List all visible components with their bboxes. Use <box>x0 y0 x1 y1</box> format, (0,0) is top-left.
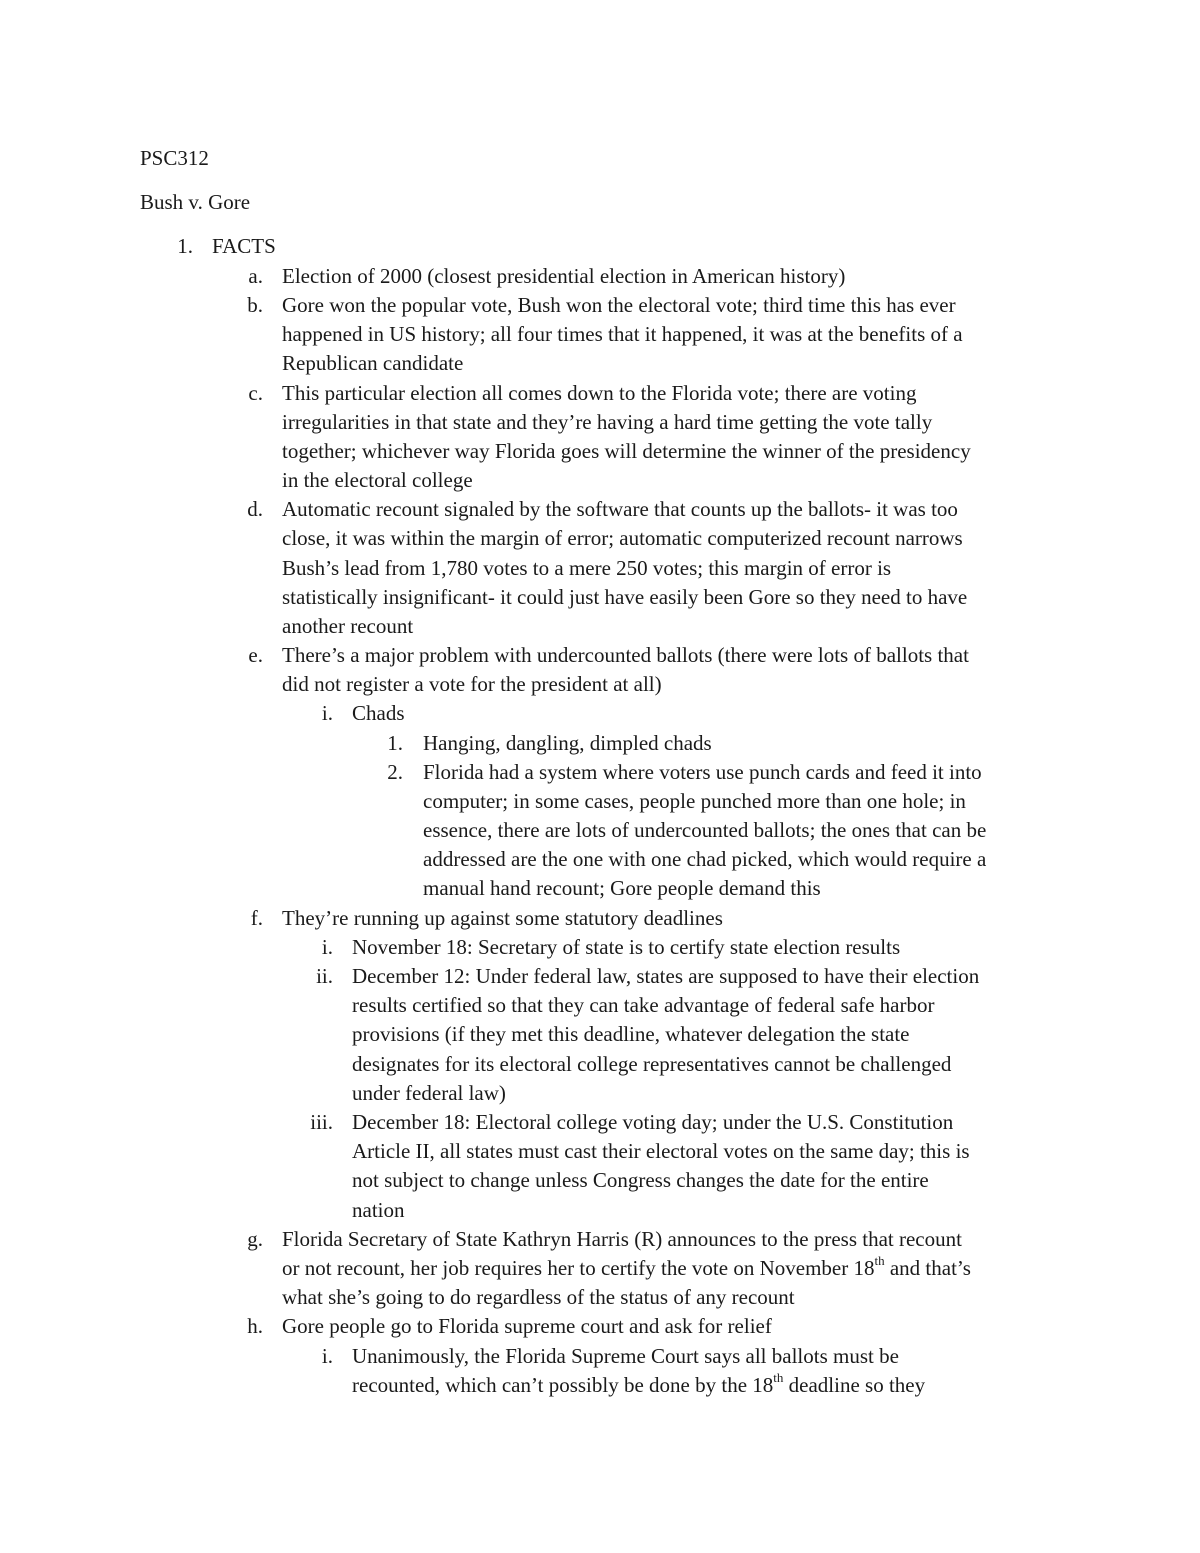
list-item-text: essence, there are lots of undercounted ballots; the ones that can be <box>423 818 987 842</box>
list-marker: 1. <box>387 731 403 755</box>
list-item-text: under federal law) <box>352 1081 506 1105</box>
section-heading: FACTS <box>212 234 276 258</box>
list-item-text <box>352 1370 926 1399</box>
list-item-text: provisions (if they met this deadline, whatever delegation the state <box>352 1022 910 1046</box>
list-marker: e. <box>248 643 263 667</box>
list-item-text: This particular election all comes down to the Florida vote; there are voting <box>282 381 917 405</box>
list-item-text: Hanging, dangling, dimpled chads <box>423 731 712 755</box>
text-run: and that’s <box>884 1256 971 1280</box>
text-run: or not recount, her job requires her to certify the vote on November 18 <box>282 1256 875 1280</box>
list-marker: i. <box>321 935 333 959</box>
list-item-text: Unanimously, the Florida Supreme Court says all ballots must be <box>352 1344 899 1368</box>
list-marker: i. <box>321 1344 333 1368</box>
list-item-text: another recount <box>282 614 414 638</box>
list-marker: i. <box>321 701 333 725</box>
text-run: recounted, which can’t possibly be done by the 18 <box>352 1373 774 1397</box>
section-number: 1. <box>177 234 193 258</box>
list-item-text <box>282 1253 971 1282</box>
list-marker: f. <box>250 906 263 930</box>
list-marker: b. <box>247 293 263 317</box>
list-item-text: Gore won the popular vote, Bush won the electoral vote; third time this has ever <box>282 293 956 317</box>
list-item-text: designates for its electoral college representatives cannot be challenged <box>352 1052 952 1076</box>
list-item-text: There’s a major problem with undercounted ballots (there were lots of ballots that <box>282 643 969 667</box>
list-item-text: close, it was within the margin of error; automatic computerized recount narrows <box>282 526 963 550</box>
list-item-text: Florida Secretary of State Kathryn Harris (R) announces to the press that recount <box>282 1227 962 1251</box>
list-item-text: manual hand recount; Gore people demand this <box>423 876 821 900</box>
list-item-text: did not register a vote for the president at all) <box>282 672 662 696</box>
ordinal-suffix: th <box>874 1253 885 1268</box>
list-item-text: Republican candidate <box>282 351 464 375</box>
list-marker: h. <box>247 1314 263 1338</box>
list-item-text: Florida had a system where voters use punch cards and feed it into <box>423 760 982 784</box>
ordinal-suffix: th <box>773 1370 784 1385</box>
list-item-text: statistically insignificant- it could just have easily been Gore so they need to have <box>282 585 968 609</box>
list-item-text: what she’s going to do regardless of the status of any recount <box>282 1285 795 1309</box>
list-item-text: December 18: Electoral college voting day; under the U.S. Constitution <box>352 1110 954 1134</box>
list-marker: c. <box>248 381 263 405</box>
list-item-text: not subject to change unless Congress changes the date for the entire <box>352 1168 929 1192</box>
list-item-text: irregularities in that state and they’re having a hard time getting the vote tally <box>282 410 933 434</box>
text-run: deadline so they <box>783 1373 926 1397</box>
list-item-text: November 18: Secretary of state is to certify state election results <box>352 935 901 959</box>
list-item-text: computer; in some cases, people punched more than one hole; in <box>423 789 966 813</box>
list-marker: iii. <box>310 1110 333 1134</box>
list-marker: a. <box>248 264 263 288</box>
list-marker: 2. <box>387 760 403 784</box>
list-item-text: together; whichever way Florida goes will determine the winner of the presidency <box>282 439 971 463</box>
list-item-text: results certified so that they can take advantage of federal safe harbor <box>352 993 935 1017</box>
list-item-text: Automatic recount signaled by the software that counts up the ballots- it was too <box>282 497 958 521</box>
list-item-text: Election of 2000 (closest presidential election in American history) <box>282 264 846 288</box>
list-item-text: nation <box>352 1198 405 1222</box>
list-item-text: They’re running up against some statutory deadlines <box>282 906 723 930</box>
course-code: PSC312 <box>140 146 209 170</box>
list-marker: d. <box>247 497 263 521</box>
list-item-text: in the electoral college <box>282 468 473 492</box>
case-title: Bush v. Gore <box>140 190 251 214</box>
list-item-text: happened in US history; all four times that it happened, it was at the benefits of a <box>282 322 963 346</box>
list-item-text: Bush’s lead from 1,780 votes to a mere 250 votes; this margin of error is <box>282 556 892 580</box>
list-marker: ii. <box>316 964 333 988</box>
list-item-text: Gore people go to Florida supreme court and ask for relief <box>282 1314 772 1338</box>
list-item-text: Chads <box>352 701 405 725</box>
list-item-text: addressed are the one with one chad picked, which would require a <box>423 847 987 871</box>
list-item-text: December 12: Under federal law, states are supposed to have their election <box>352 964 980 988</box>
list-marker: g. <box>247 1227 263 1251</box>
list-item-text: Article II, all states must cast their electoral votes on the same day; this is <box>352 1139 970 1163</box>
